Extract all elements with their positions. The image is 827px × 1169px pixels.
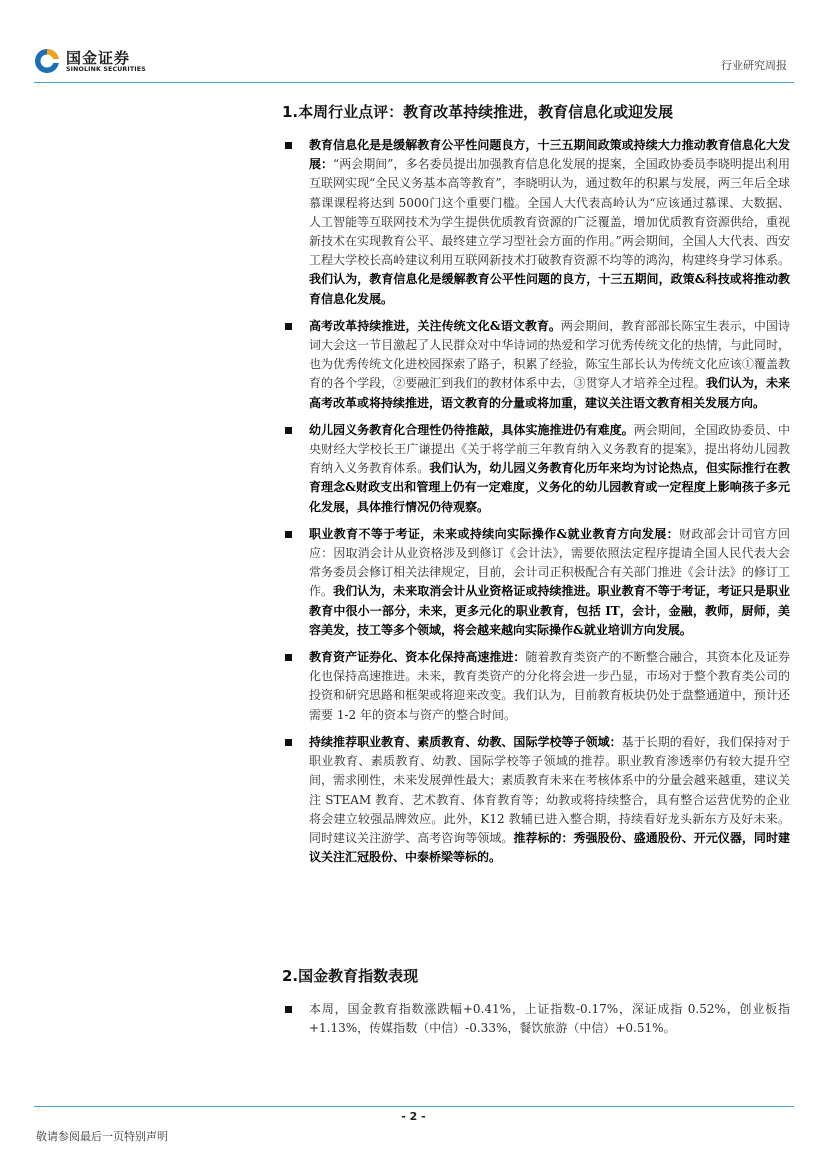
item-lead: 教育资产证券化、资本化保持高速推进： <box>309 650 526 665</box>
item-lead: 职业教育不等于考证，未来或持续向实际操作&就业教育方向发展： <box>309 526 680 541</box>
item-body: “两会期间”，多名委员提出加强教育信息化发展的提案，全国政协委员李晓明提出利用互联网实现“全民义务基本高等教育”，李晓明认为，通过数年的积累与发展，两三年后全球慕课课程将达到 5000门这个重要门槛。全国人大代表高岭认为“应该通过慕课、大数据、人工智能等互联网技术为学生提供优质教育资源的广泛覆盖，增加优质教育资源供给，重视新技术在实现教育公平、最终建立学习型社会方面的作用。”两会期间，全国人大代表、西安工程大学校长高岭建议利用互联网新技术打破教育资源不均等的鸿沟，构建终身学习体系。 <box>309 157 790 268</box>
footer-divider <box>34 1106 794 1107</box>
page-header <box>0 0 827 95</box>
page-number: - 2 - <box>401 1110 426 1123</box>
square-bullet-icon <box>285 654 292 661</box>
brand-name-en: SINOLINK SECURITIES <box>66 66 146 73</box>
item-conclusion: 我们认为，教育信息化是缓解教育公平性问题的良方，十三五期间，政策&科技或将推动教育信息化发展。 <box>309 272 790 306</box>
bullet-item <box>282 421 790 517</box>
bullet-item <box>282 648 790 725</box>
brand-name-cn: 国金证券 <box>66 49 131 67</box>
section-2-title: 2.国金教育指数表现 <box>282 967 419 985</box>
square-bullet-icon <box>285 142 292 149</box>
bullet-item <box>282 136 790 309</box>
section-2-body <box>282 1000 790 1046</box>
square-bullet-icon <box>285 531 292 538</box>
item-conclusion: 推荐标的：秀强股份、盛通股份、开元仪器，同时建议关注汇冠股份、中泰桥梁等标的。 <box>309 830 790 865</box>
square-bullet-icon <box>285 739 292 746</box>
sinolink-logo-icon <box>34 48 60 74</box>
disclaimer-note: 敬请参阅最后一页特别声明 <box>36 1130 168 1143</box>
bullet-item <box>282 317 790 413</box>
item-lead: 教育信息化是是缓解教育公平性问题良方，十三五期间政策或持续大力推动教育信息化大发展： <box>309 138 790 172</box>
item-body: 随着教育类资产的不断整合融合，其资本化及证券化也保持高速推进。未来，教育类资产的分化将会进一步凸显，市场对于整个教育类公司的投资和研究思路和框架或将迎来改变。我们认为，目前教育板块仍处于盘整通道中，预计还需要 1-2 年的资本与资产的整合时间。 <box>309 650 790 722</box>
bullet-item <box>282 525 790 640</box>
section-1-body <box>282 136 790 875</box>
item-lead: 高考改革持续推进，关注传统文化&语文教育。 <box>309 318 561 333</box>
item-body: 财政部会计司官方回应：因取消会计从业资格涉及到修订《会计法》，需要依照法定程序提请全国人民代表大会常务委员会修订相关法律规定，目前，会计司正积极配合有关部门推进《会计法》的修订工作。 <box>309 526 790 599</box>
item-lead: 幼儿园义务教育化合理性仍待推敲，具体实施推进仍有难度。 <box>309 422 634 437</box>
section-1-title: 1.本周行业点评：教育改革持续推进，教育信息化或迎发展 <box>282 103 674 121</box>
header-divider <box>34 82 794 83</box>
item-body: 本周，国金教育指数涨跌幅+0.41%，上证指数-0.17%，深证成指 0.52%，创业板指+1.13%，传媒指数（中信）-0.33%，餐饮旅游（中信）+0.51%。 <box>309 1002 790 1036</box>
item-lead: 持续推荐职业教育、素质教育、幼教、国际学校等子领域： <box>309 734 622 749</box>
brand-logo <box>34 46 154 78</box>
bullet-item <box>282 733 790 867</box>
item-body: 两会期间，教育部部长陈宝生表示，中国诗词大会这一节目激起了人民群众对中华诗词的热爱和学习优秀传统文化的热情，与此同时，也为优秀传统文化进校园探索了路子，积累了经验，陈宝生部长认为传统文化应该①覆盖教育的各个学段，②要融汇到我们的教材体系中去，③贯穿人才培养全过程。 <box>309 318 790 391</box>
item-conclusion: 我们认为，未来高考改革或将持续推进，语文教育的分量或将加重，建议关注语文教育相关发展方向。 <box>309 376 790 410</box>
square-bullet-icon <box>285 427 292 434</box>
square-bullet-icon <box>285 323 292 330</box>
report-type-label: 行业研究周报 <box>721 59 787 72</box>
item-body: 两会期间，全国政协委员、中央财经大学校长王广谦提出《关于将学前三年教育纳入义务教育的提案》，提出将幼儿园教育纳入义务教育体系。 <box>309 422 790 476</box>
square-bullet-icon <box>285 1006 292 1013</box>
bullet-item <box>282 1000 790 1038</box>
item-conclusion: 我们认为，未来取消会计从业资格证或持续推进。职业教育不等于考证，考证只是职业教育中很小一部分，未来，更多元化的职业教育，包括 IT，会计，金融，教师，厨师，美容美发，技工等多个领域，将会越来越向实际操作&就业培训方向发展。 <box>309 584 790 637</box>
item-body: 基于长期的看好，我们保持对于职业教育、素质教育、幼教、国际学校等子领域的推荐。职业教育渗透率仍有较大提升空间，需求刚性，未来发展弹性最大；素质教育未来在考核体系中的分量会越来越重，建议关注 STEAM 教育、艺术教育、体育教育等；幼教或将持续整合，具有整合运营优势的企业将会建立较强品牌效应。此外，K12 教辅已进入整合期，持续看好龙头新东方及好未来。同时建议关注游学、高考咨询等领域。 <box>309 734 790 845</box>
item-conclusion: 我们认为，幼儿园义务教育化历年来均为讨论热点，但实际推行在教育理念&财政支出和管理上仍有一定难度，义务化的幼儿园教育或一定程度上影响孩子多元化发展，具体推行情况仍待观察。 <box>309 461 790 514</box>
